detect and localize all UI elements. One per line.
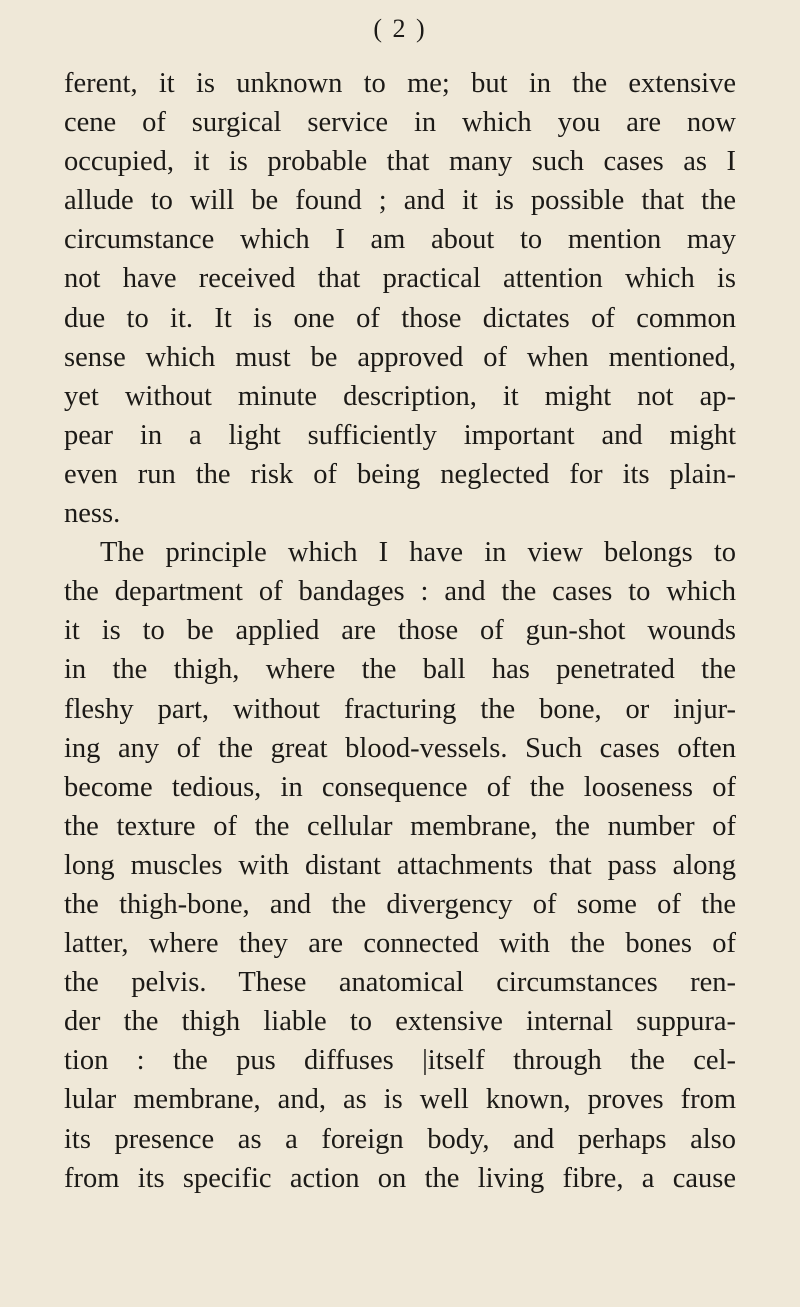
text-line: not have received that practical attention which is [64, 263, 736, 295]
text-line: the texture of the cellular membrane, the number of [64, 810, 736, 842]
page-number: ( 2 ) [373, 14, 427, 43]
text-line: fleshy part, without fracturing the bone, or injur- [64, 693, 736, 725]
text-line: tion : the pus diffuses |itself through the cel- [64, 1045, 736, 1077]
text-line: pear in a light sufficiently important and might [64, 419, 736, 451]
text-line: occupied, it is probable that many such cases as I [64, 146, 736, 178]
text-line: ness. [64, 498, 121, 530]
text-line: sense which must be approved of when mentioned, [64, 341, 736, 373]
text-line: der the thigh liable to extensive internal suppura- [64, 1006, 736, 1038]
text-line: lular membrane, and, as is well known, proves from [64, 1084, 736, 1116]
paragraph-2 [64, 533, 736, 1198]
paragraph-1 [64, 64, 736, 533]
body-text [64, 64, 736, 1198]
text-line: latter, where they are connected with the bones of [64, 928, 736, 960]
text-line: the thigh-bone, and the divergency of some of the [64, 888, 736, 920]
text-line: even run the risk of being neglected for its plain- [64, 458, 736, 490]
text-line: allude to will be found ; and it is possible that the [64, 185, 736, 217]
text-line: become tedious, in consequence of the looseness of [64, 771, 736, 803]
text-line: circumstance which I am about to mention may [64, 224, 736, 256]
text-line: yet without minute description, it might not ap- [64, 380, 736, 412]
text-line: ferent, it is unknown to me; but in the extensive [64, 68, 736, 99]
text-line: in the thigh, where the ball has penetrated the [64, 654, 736, 686]
text-line: due to it. It is one of those dictates of common [64, 302, 736, 334]
text-line: from its specific action on the living fibre, a cause [64, 1162, 736, 1194]
text-line: it is to be applied are those of gun-shot wounds [64, 615, 736, 647]
text-line: the department of bandages : and the cases to which [64, 576, 736, 608]
text-line: ing any of the great blood-vessels. Such cases often [64, 732, 736, 764]
text-line: long muscles with distant attachments that pass along [64, 849, 736, 881]
text-line: its presence as a foreign body, and perhaps also [64, 1123, 736, 1155]
text-line: The principle which I have in view belongs to [100, 537, 736, 569]
text-line: cene of surgical service in which you are now [64, 107, 736, 139]
text-line: the pelvis. These anatomical circumstances ren- [64, 967, 736, 999]
